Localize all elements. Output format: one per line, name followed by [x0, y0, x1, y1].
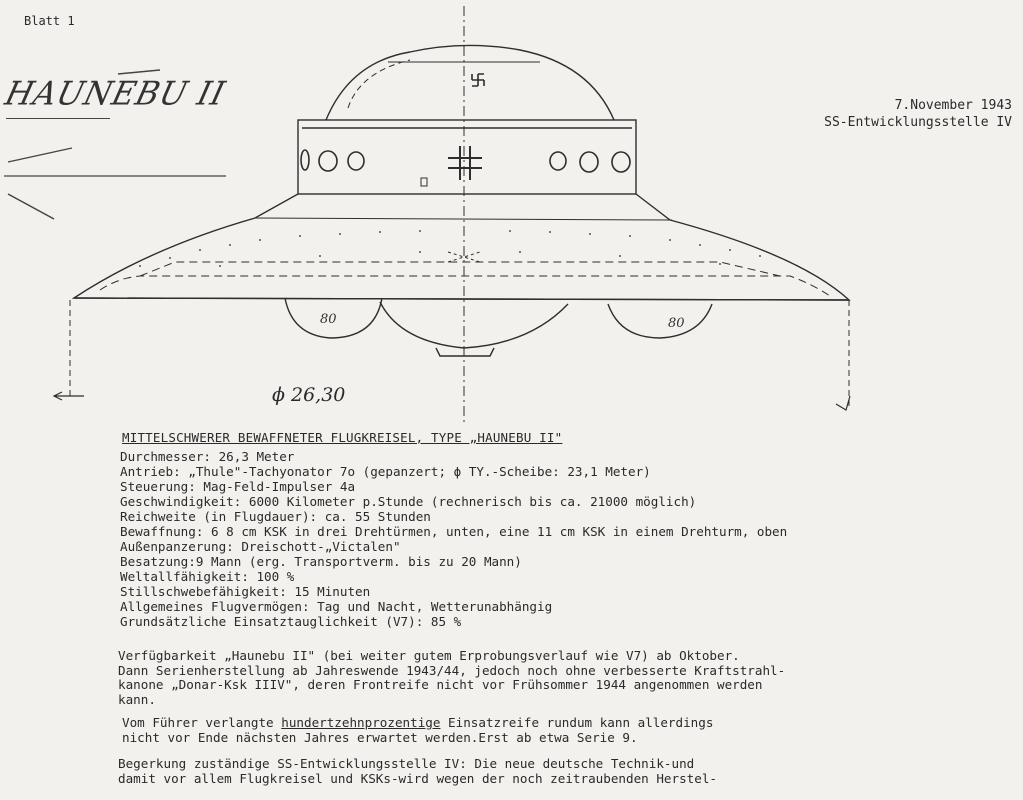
spec-line: Grundsätzliche Einsatztauglichkeit (V7): 85 % [120, 614, 462, 629]
spec-list [120, 449, 787, 629]
paragraph-line [122, 716, 713, 731]
underlined-text: hundertzehnprozentige [281, 715, 441, 730]
balkenkreuz-icon [448, 146, 482, 180]
paragraph-line: damit vor allem Flugkreisel und KSKs-wird wegen der noch zeitraubenden Herstel- [118, 770, 717, 786]
spec-line: Durchmesser: 26,3 Meter [120, 449, 295, 464]
turret-label-left: 80 [320, 312, 337, 327]
availability-paragraph [118, 649, 785, 707]
document-date: 7.November 1943 [894, 98, 1012, 113]
spec-line: Steuerung: Mag-Feld-Impulser 4a [120, 479, 356, 494]
handwritten-title: HAUNEBU II [1, 75, 230, 113]
paragraph-line: Verfügbarkeit „Haunebu II" (bei weiter gutem Erprobungsverlauf wie V7) ab Oktober. [118, 648, 740, 663]
spec-line: Reichweite (in Flugdauer): ca. 55 Stunden [120, 509, 431, 524]
spec-line: Außenpanzerung: Dreischott-„Victalen" [120, 539, 401, 554]
spec-line: Bewaffnung: 6 8 cm KSK in drei Drehtürmen, unten, eine 11 cm KSK in einem Drehturm, oben [120, 524, 788, 539]
paragraph-line: nicht vor Ende nächsten Jahres erwartet werden.Erst ab etwa Serie 9. [122, 729, 638, 745]
paragraph-text: Vom Führer verlangte [122, 715, 282, 730]
sheet-number: Blatt 1 [24, 14, 75, 28]
diameter-label: ϕ 26,30 [272, 384, 346, 406]
turret-label-right: 80 [668, 316, 685, 331]
issuing-office: SS-Entwicklungsstelle IV [824, 115, 1012, 130]
remark-paragraph [118, 757, 717, 786]
spec-line: Weltallfähigkeit: 100 % [120, 569, 295, 584]
paragraph-line: Dann Serienherstellung ab Jahreswende 1943/44, jedoch noch ohne verbesserte Kraftstrahl- [118, 662, 786, 678]
spec-line: Besatzung:9 Mann (erg. Transportverm. bis zu 20 Mann) [120, 554, 522, 569]
readiness-paragraph [122, 716, 713, 745]
paragraph-text: Einsatzreife rundum kann allerdings [440, 715, 714, 730]
paragraph-line: kann. [118, 691, 156, 707]
swastika-icon [472, 74, 484, 86]
spec-line: Stillschwebefähigkeit: 15 Minuten [120, 584, 371, 599]
spec-line: Antrieb: „Thule"-Tachyonator 7o (gepanzert; ϕ TY.-Scheibe: 23,1 Meter) [120, 464, 651, 479]
paragraph-line: kanone „Donar-Ksk IIIV", deren Frontreife nicht vor Frühsommer 1944 angenommen werden [118, 677, 763, 692]
spec-line: Geschwindigkeit: 6000 Kilometer p.Stunde (rechnerisch bis ca. 21000 möglich) [120, 494, 697, 509]
spec-title: MITTELSCHWERER BEWAFFNETER FLUGKREISEL, TYPE „HAUNEBU II" [122, 430, 563, 445]
paragraph-line: Begerkung zuständige SS-Entwicklungsstelle IV: Die neue deutsche Technik-und [118, 756, 695, 771]
spec-line: Allgemeines Flugvermögen: Tag und Nacht, Wetterunabhängig [120, 599, 553, 614]
